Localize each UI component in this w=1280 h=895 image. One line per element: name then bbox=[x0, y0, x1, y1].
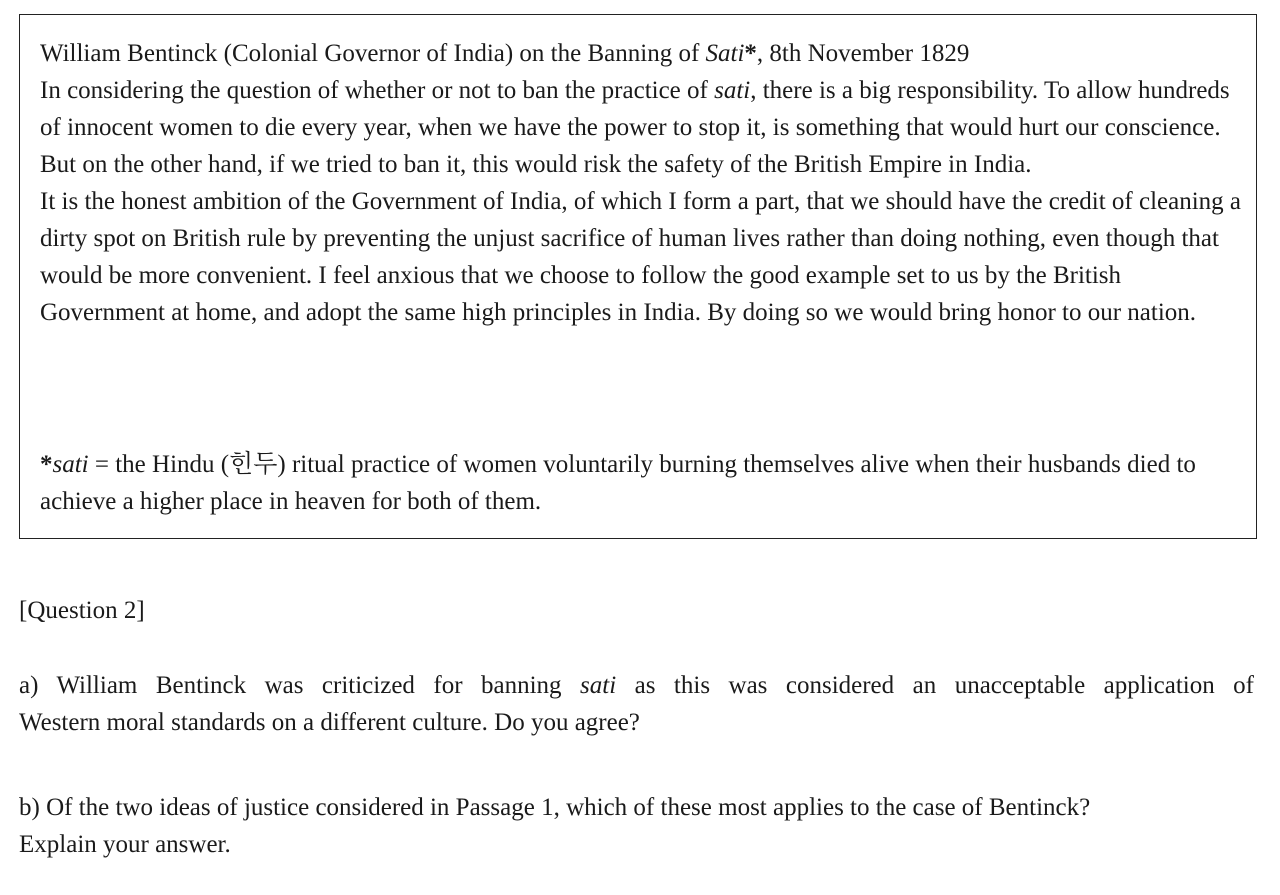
passage-box bbox=[19, 14, 1257, 539]
question-b bbox=[19, 789, 1254, 863]
question-a-line-1 bbox=[19, 667, 1254, 704]
passage-paragraph-2: It is the honest ambition of the Government of India, of which I form a part, that we should have the credit of cleaning a dirty spot on British rule by preventing the unjust sacrifice of human lives rather than doing nothing, even though that would be more convenient. I feel anxious that we choose to follow the good example set to us by the British Government at home, and adopt the same high principles in India. By doing so we would bring honor to our nation. bbox=[40, 188, 1242, 326]
paragraph-1-text-b: , there is a big responsibility. To allow hundreds of innocent women to die every year, when we have the power to stop it, is something that would hurt our conscience. But on the other hand, if we tried to ban it, this would risk the safety of the British Empire in India. bbox=[40, 77, 1230, 178]
passage-body bbox=[40, 35, 1245, 331]
footnote-term: sati bbox=[52, 451, 89, 478]
paragraph-1-text-a: In considering the question of whether or not to ban the practice of bbox=[40, 77, 715, 104]
question-a-line-2: Western moral standards on a different culture. Do you agree? bbox=[19, 709, 640, 736]
passage-title bbox=[40, 35, 1245, 72]
passage-title-term: Sati bbox=[705, 40, 745, 67]
question-a-text-a: a) William Bentinck was criticized for banning bbox=[19, 672, 581, 699]
footnote bbox=[40, 446, 1240, 520]
question-b-line-2: Explain your answer. bbox=[19, 831, 231, 858]
question-a-text-b: as this was considered an unacceptable application of bbox=[616, 672, 1255, 699]
passage-title-text: William Bentinck (Colonial Governor of India) on the Banning of bbox=[40, 40, 706, 67]
question-b-line-1: b) Of the two ideas of justice considered in Passage 1, which of these most applies to the case of Bentinck? bbox=[19, 794, 1091, 821]
question-heading: [Question 2] bbox=[19, 597, 145, 624]
passage-title-date: , 8th November 1829 bbox=[756, 40, 970, 67]
paragraph-1-term: sati bbox=[714, 77, 751, 104]
footnote-text: = the Hindu (힌두) ritual practice of women voluntarily burning themselves alive when their husbands died to achieve a higher place in heaven for both of them. bbox=[40, 451, 1196, 515]
passage-paragraph-1 bbox=[40, 72, 1245, 183]
question-a bbox=[19, 667, 1254, 741]
question-a-term: sati bbox=[580, 672, 617, 699]
footnote-star: * bbox=[40, 451, 53, 478]
footnote-marker: * bbox=[744, 40, 757, 67]
